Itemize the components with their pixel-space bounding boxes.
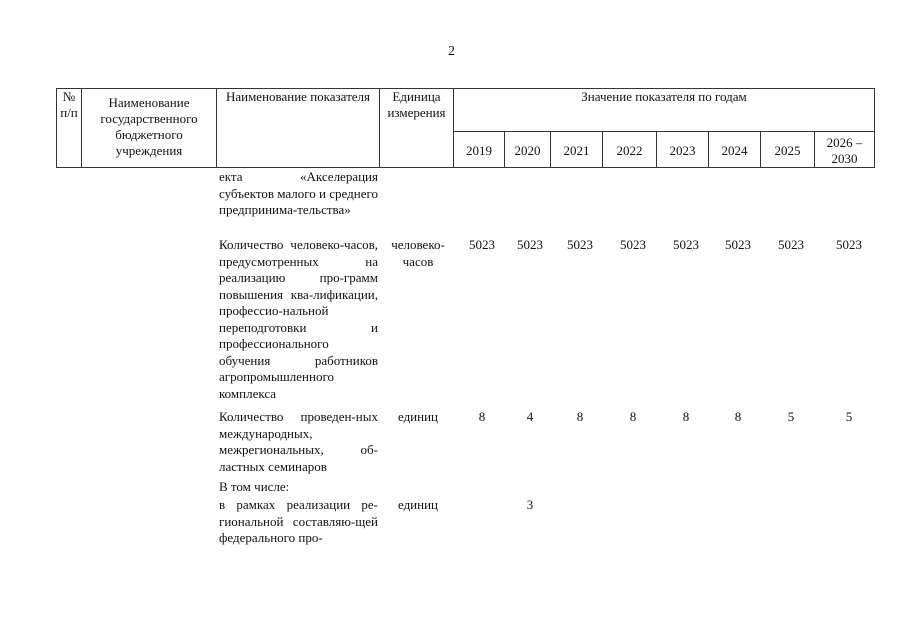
value-cell: 5023 [778, 237, 804, 252]
header-indicator-column: Наименование показателя [217, 89, 380, 168]
header-year: 2020 [505, 132, 551, 168]
indicator-name: в рамках реализации ре-гиональной составляю-щей федерального про- [219, 497, 378, 545]
indicator-name: Количество человеко-часов, предусмотренных на реализацию про-грамм повышения ква-лификации, профессио-нальной переподготовки и профессионального обучения работников агропромышленного комплекса [219, 237, 378, 401]
unit-cell: единиц [397, 409, 439, 424]
indicator-name: Количество проведен-ных международных, межрегиональных, об-ластных семинаров [219, 409, 378, 474]
value-cell: 8 [734, 409, 742, 424]
page-number: 2 [448, 44, 455, 59]
header-year: 2022 [603, 132, 657, 168]
value-cell: 4 [526, 409, 534, 424]
indicator-name: В том числе: [219, 479, 290, 494]
header-number-column: № п/п [57, 89, 82, 168]
value-cell: 8 [682, 409, 690, 424]
value-cell: 5023 [725, 237, 751, 252]
table-header [56, 88, 875, 168]
value-cell: 5023 [836, 237, 862, 252]
value-cell: 5 [787, 409, 795, 424]
header-year: 2025 [761, 132, 815, 168]
header-year: 2021 [551, 132, 603, 168]
indicator-name: екта «Акселерация субъектов малого и среднего предпринима-тельства» [219, 169, 378, 217]
header-year: 2024 [709, 132, 761, 168]
header-year: 2023 [657, 132, 709, 168]
value-cell: 5023 [567, 237, 593, 252]
value-cell: 5023 [469, 237, 495, 252]
value-cell: 8 [629, 409, 637, 424]
header-unit-column: Единица измерения [380, 89, 454, 168]
header-year: 2026 – 2030 [815, 132, 875, 168]
value-cell: 5023 [673, 237, 699, 252]
unit-cell: человеко-часов [391, 237, 445, 269]
value-cell: 5 [845, 409, 853, 424]
header-year: 2019 [454, 132, 505, 168]
value-cell: 8 [576, 409, 584, 424]
value-cell: 8 [478, 409, 486, 424]
unit-cell: единиц [397, 497, 439, 512]
value-cell: 5023 [517, 237, 543, 252]
header-values-title: Значение показателя по годам [454, 89, 875, 132]
value-cell: 3 [526, 497, 534, 512]
value-cell: 5023 [620, 237, 646, 252]
header-institution-column: Наименование государственного бюджетного учреждения [82, 89, 217, 168]
